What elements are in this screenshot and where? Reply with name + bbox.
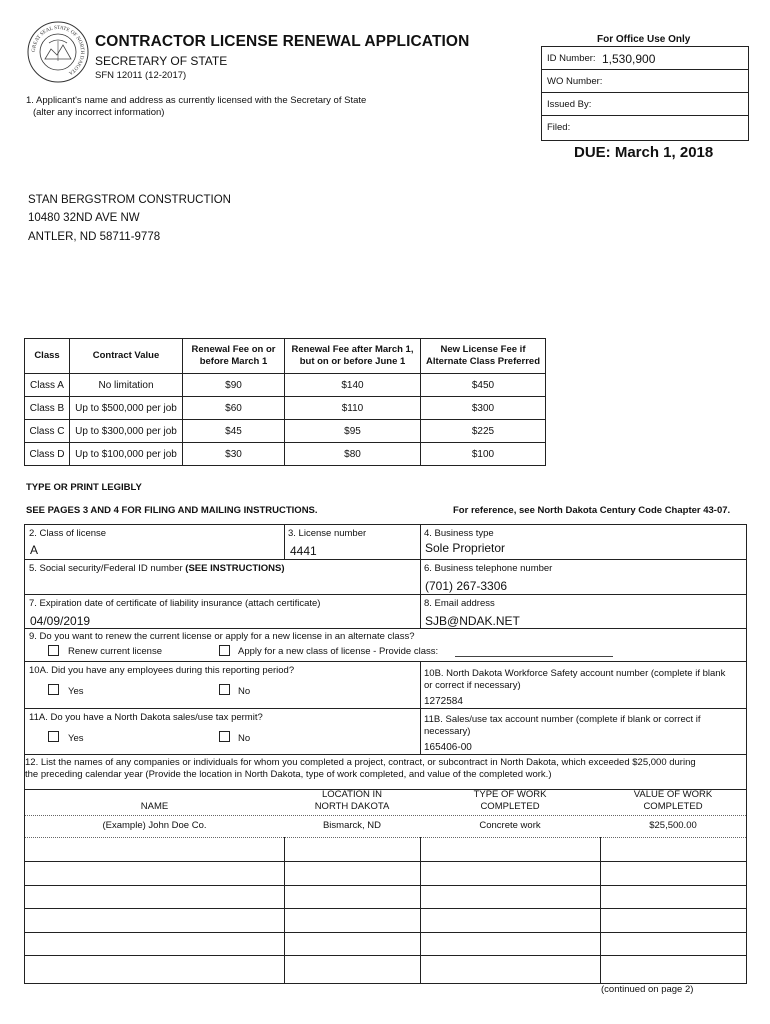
employees-no-label: No — [238, 686, 251, 697]
col-location-header: LOCATION IN NORTH DAKOTA — [314, 789, 390, 812]
fee-row — [25, 397, 546, 420]
fee-new: $300 — [421, 397, 546, 420]
fee-header-new: New License Fee if Alternate Class Preferred — [421, 339, 546, 374]
applicant-street[interactable]: 10480 32ND AVE NW — [28, 212, 140, 224]
wo-number-row[interactable] — [542, 70, 748, 93]
col-name-header: NAME — [140, 801, 169, 812]
class-of-license-field[interactable]: A — [30, 543, 39, 557]
apply-new-class-label: Apply for a new class of license - Provide class: — [238, 646, 439, 657]
question-1-label — [26, 95, 426, 119]
fee-new: $100 — [421, 443, 546, 466]
fee-before: $90 — [183, 374, 285, 397]
id-number-label: ID Number: — [547, 53, 596, 64]
example-location: Bismarck, ND — [322, 820, 382, 831]
renew-current-label: Renew current license — [68, 646, 162, 657]
fee-after: $95 — [285, 420, 421, 443]
wsi-account-field[interactable]: 1272584 — [424, 696, 463, 707]
fee-new: $225 — [421, 420, 546, 443]
tax-permit-yes-checkbox[interactable] — [48, 731, 59, 742]
example-type: Concrete work — [479, 820, 541, 831]
id-number-value[interactable]: 1,530,900 — [602, 52, 656, 66]
question-1-line1: 1. Applicant's name and address as currently licensed with the Secretary of State — [26, 95, 367, 106]
fee-contract-value: Up to $100,000 per job — [70, 443, 183, 466]
state-seal-icon — [27, 21, 89, 83]
fee-row — [25, 443, 546, 466]
fee-after: $140 — [285, 374, 421, 397]
tax-permit-no-checkbox[interactable] — [219, 731, 230, 742]
tax-permit-no-label: No — [238, 733, 251, 744]
example-name: (Example) John Doe Co. — [102, 820, 207, 831]
office-use-box — [541, 46, 749, 141]
fee-after: $110 — [285, 397, 421, 420]
q2-label: 2. Class of license — [29, 528, 107, 539]
fee-row — [25, 420, 546, 443]
table-row[interactable] — [25, 838, 746, 861]
fee-header-class: Class — [25, 339, 70, 374]
fee-header-value: Contract Value — [70, 339, 183, 374]
question-1-line2: (alter any incorrect information) — [33, 107, 165, 118]
fee-class: Class B — [25, 397, 70, 420]
fee-before: $45 — [183, 420, 285, 443]
continued-note: (continued on page 2) — [601, 984, 694, 995]
due-date: DUE: March 1, 2018 — [574, 144, 714, 161]
applicant-city[interactable]: ANTLER, ND 58711-9778 — [28, 231, 161, 243]
employees-yes-label: Yes — [68, 686, 84, 697]
q10b-label: 10B. North Dakota Workforce Safety account number (complete if blank or correct if necessary) — [424, 668, 726, 691]
license-number-field[interactable]: 4441 — [290, 544, 317, 558]
q9-label: 9. Do you want to renew the current license or apply for a new license in an alternate class? — [29, 631, 415, 642]
instructions-note: SEE PAGES 3 AND 4 FOR FILING AND MAILING INSTRUCTIONS. — [26, 505, 318, 516]
wo-number-label: WO Number: — [547, 76, 603, 87]
filed-label: Filed: — [547, 122, 571, 133]
sales-tax-account-field[interactable]: 165406-00 — [424, 742, 472, 753]
fee-contract-value: Up to $500,000 per job — [70, 397, 183, 420]
example-value: $25,500.00 — [649, 820, 697, 831]
q8-label: 8. Email address — [424, 598, 495, 609]
fee-before: $60 — [183, 397, 285, 420]
renew-current-checkbox[interactable] — [48, 645, 59, 656]
tax-permit-yes-label: Yes — [68, 733, 84, 744]
fee-before: $30 — [183, 443, 285, 466]
employees-no-checkbox[interactable] — [219, 684, 230, 695]
table-row[interactable] — [25, 933, 746, 955]
table-row[interactable] — [25, 956, 746, 983]
q10a-label: 10A. Did you have any employees during this reporting period? — [29, 665, 295, 676]
office-use-heading: For Office Use Only — [597, 34, 691, 45]
seal-text: GREAT SEAL STATE OF NORTH DAKOTA — [30, 24, 86, 76]
applicant-name[interactable]: STAN BERGSTROM CONSTRUCTION — [28, 194, 231, 206]
q7-label: 7. Expiration date of certificate of liability insurance (attach certificate) — [29, 598, 321, 609]
reference-note: For reference, see North Dakota Century Code Chapter 43-07. — [453, 505, 731, 516]
col-type-header: TYPE OF WORK COMPLETED — [473, 789, 547, 812]
legibly-note: TYPE OR PRINT LEGIBLY — [26, 482, 142, 493]
fee-header-after: Renewal Fee after March 1, but on or before June 1 — [285, 339, 421, 374]
q11b-label: 11B. Sales/use tax account number (complete if blank or correct if necessary) — [424, 714, 701, 737]
application-form — [24, 524, 747, 984]
fee-class: Class A — [25, 374, 70, 397]
fee-class: Class D — [25, 443, 70, 466]
id-number-row — [542, 47, 748, 70]
fee-table — [24, 338, 546, 466]
issued-by-label: Issued By: — [547, 99, 592, 110]
table-row[interactable] — [25, 886, 746, 908]
form-number: SFN 12011 (12-2017) — [95, 70, 187, 81]
q4-label: 4. Business type — [424, 528, 494, 539]
fee-table-header — [25, 339, 546, 374]
q11a-label: 11A. Do you have a North Dakota sales/use tax permit? — [29, 712, 263, 723]
q3-label: 3. License number — [288, 528, 367, 539]
apply-new-class-checkbox[interactable] — [219, 645, 230, 656]
employees-yes-checkbox[interactable] — [48, 684, 59, 695]
fee-class: Class C — [25, 420, 70, 443]
form-title: CONTRACTOR LICENSE RENEWAL APPLICATION — [95, 33, 470, 50]
new-class-input[interactable] — [455, 656, 613, 657]
fee-header-before: Renewal Fee on or before March 1 — [183, 339, 285, 374]
business-phone-field[interactable]: (701) 267-3306 — [425, 579, 508, 593]
col-value-header: VALUE OF WORK COMPLETED — [633, 789, 713, 812]
table-row[interactable] — [25, 862, 746, 885]
insurance-expiration-field[interactable]: 04/09/2019 — [30, 614, 91, 628]
email-field[interactable]: SJB@NDAK.NET — [425, 614, 520, 628]
fee-new: $450 — [421, 374, 546, 397]
fee-row — [25, 374, 546, 397]
q5-label: 5. Social security/Federal ID number (SEE INSTRUCTIONS) — [29, 563, 285, 574]
table-row[interactable] — [25, 909, 746, 932]
business-type-field[interactable]: Sole Proprietor — [425, 541, 506, 555]
agency-name: SECRETARY OF STATE — [95, 54, 228, 68]
filed-row[interactable] — [542, 116, 748, 140]
q12-label: 12. List the names of any companies or individuals for whom you completed a project, contract, or subcontract in North Dakota, which exceeded $25,000 during the preceding calendar year (Provide the location in North Dakota, type of work completed, and value of the completed work.) — [25, 757, 696, 780]
fee-contract-value: No limitation — [70, 374, 183, 397]
q6-label: 6. Business telephone number — [424, 563, 553, 574]
issued-by-row[interactable] — [542, 93, 748, 116]
fee-after: $80 — [285, 443, 421, 466]
fee-contract-value: Up to $300,000 per job — [70, 420, 183, 443]
